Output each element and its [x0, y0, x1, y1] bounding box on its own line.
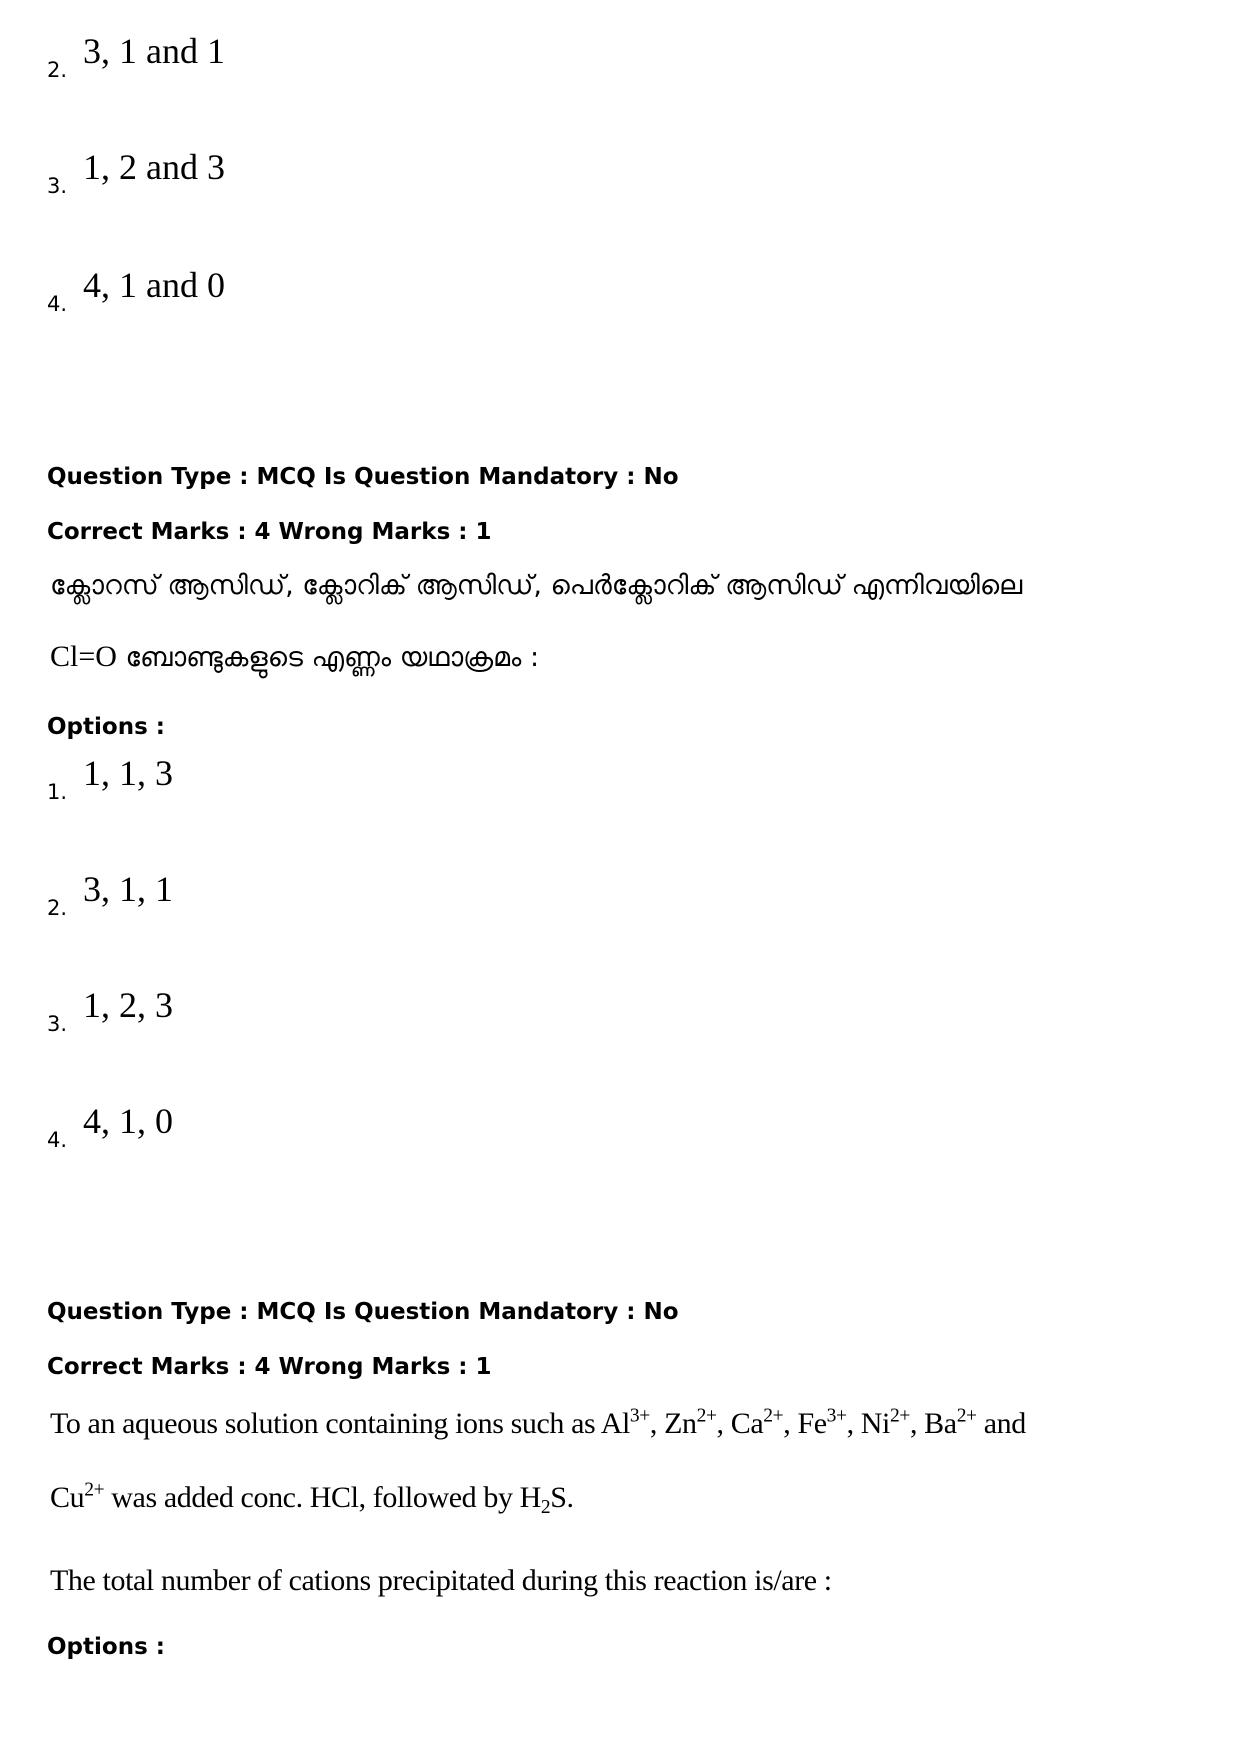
question-stem-line	[50, 1479, 574, 1518]
ion-symbol: Fe	[797, 1407, 827, 1440]
option-text: 4, 1 and 0	[83, 265, 225, 305]
formula: Cl=O	[50, 640, 117, 673]
question-type-line: Question Type : MCQ Is Question Mandatory : No	[47, 464, 679, 490]
separator: ,	[909, 1407, 925, 1440]
option-number: 3.	[47, 174, 68, 198]
option-text: 3, 1, 1	[83, 869, 173, 909]
option-text: 1, 2 and 3	[83, 147, 225, 187]
option-text: 1, 2, 3	[83, 985, 173, 1025]
ion	[797, 1407, 860, 1440]
option-number: 4.	[47, 1128, 68, 1152]
option-text: 4, 1, 0	[83, 1101, 173, 1141]
separator: ,	[846, 1407, 861, 1440]
ion-charge: 2+	[84, 1479, 105, 1501]
ion-symbol: Ca	[730, 1407, 764, 1440]
stem-text: To an aqueous solution containing ions such as	[50, 1407, 601, 1440]
separator: ,	[649, 1407, 665, 1440]
ion-charge: 2+	[890, 1405, 910, 1427]
stem-text: ബോണ്ടുകളുടെ എണ്ണം യഥാക്രമം :	[116, 642, 540, 673]
stem-text: S.	[550, 1481, 574, 1514]
question-stem-line	[50, 1407, 1026, 1441]
option-number: 3.	[47, 1012, 68, 1036]
ion-symbol: Ni	[860, 1407, 890, 1440]
separator: and	[976, 1407, 1026, 1440]
option-number: 4.	[47, 292, 68, 316]
ion-symbol: Cu	[50, 1481, 85, 1514]
ion	[601, 1407, 664, 1440]
question-stem-line: The total number of cations precipitated during this reaction is/are :	[50, 1564, 832, 1597]
option-number: 1.	[47, 780, 68, 804]
ion	[731, 1407, 798, 1440]
ion-charge: 3+	[629, 1405, 650, 1427]
options-label: Options :	[47, 714, 165, 740]
option-number: 2.	[47, 896, 68, 920]
stem-text: was added conc. HCl, followed by H	[104, 1481, 541, 1514]
ion-charge: 2+	[763, 1405, 784, 1427]
options-label: Options :	[47, 1634, 165, 1660]
ion-charge: 2+	[696, 1405, 717, 1427]
option-text: 3, 1 and 1	[83, 31, 225, 71]
option-number: 2.	[47, 58, 68, 82]
ion-charge: 2+	[956, 1405, 977, 1427]
subscript: 2	[540, 1496, 551, 1518]
ion-symbol: Ba	[924, 1407, 957, 1440]
ion	[861, 1407, 924, 1440]
ion-charge: 3+	[826, 1405, 847, 1427]
option-text: 1, 1, 3	[83, 753, 173, 793]
question-stem-line: ക്ലോറസ് ആസിഡ്, ക്ലോറിക് ആസിഡ്, പെർക്ലോറിക് ആസിഡ് എന്നിവയിലെ	[50, 570, 1023, 601]
ion-symbol: Al	[600, 1407, 630, 1440]
ion	[664, 1407, 731, 1440]
ion-symbol: Zn	[664, 1407, 697, 1440]
marks-line: Correct Marks : 4 Wrong Marks : 1	[47, 1354, 492, 1380]
ion	[924, 1407, 1026, 1440]
question-stem-line	[50, 640, 539, 674]
separator: ,	[783, 1407, 798, 1440]
separator: ,	[716, 1407, 731, 1440]
marks-line: Correct Marks : 4 Wrong Marks : 1	[47, 519, 492, 545]
question-type-line: Question Type : MCQ Is Question Mandatory : No	[47, 1299, 679, 1325]
